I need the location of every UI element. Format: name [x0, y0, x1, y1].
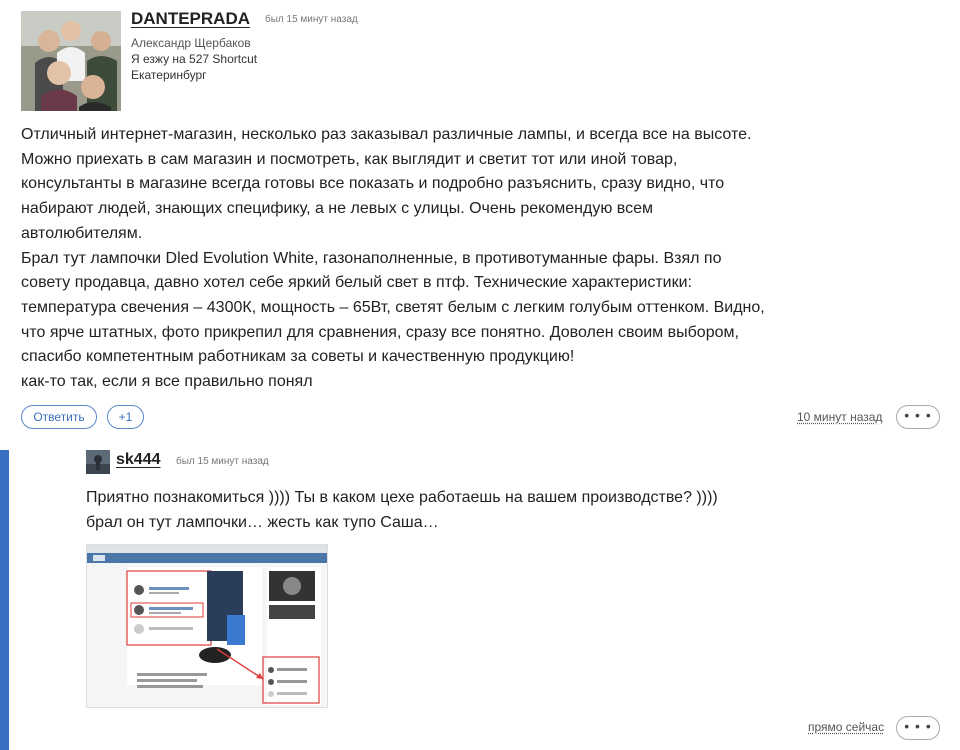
comment-line: Брал тут лампочки Dled Evolution White, газонаполненные, в противотуманные фары. Взял по — [21, 249, 722, 267]
reply-button[interactable]: Ответить — [21, 405, 97, 429]
comment-line: консультанты в магазине всегда готовы все показать и подробно разъяснить, сразу видно, что — [21, 175, 725, 193]
reply-author-status: был 15 минут назад — [176, 456, 269, 467]
reply-timestamp[interactable]: прямо сейчас — [808, 720, 885, 734]
plus-one-button[interactable]: +1 — [107, 405, 144, 429]
comment-text — [21, 123, 831, 395]
attached-screenshot[interactable] — [86, 544, 328, 708]
comment-line: Можно приехать в сам магазин и посмотреть, как выглядит и светит тот или иной товар, — [21, 150, 678, 168]
comment-line: спасибо компетентным работникам за советы и качественную продукцию! — [21, 348, 575, 366]
reply-line: брал он тут лампочки… жесть как тупо Саша… — [86, 514, 439, 531]
author-city: Екатеринбург — [131, 68, 207, 82]
comment-line: совету продавца, давно хотел себе яркий белый свет в птф. Технические характеристики: — [21, 274, 692, 292]
comment-line: автолюбителям. — [21, 224, 143, 242]
reply-indicator-bar — [0, 450, 9, 750]
comment-line: набирают людей, знающих специфику, а не левых с улицы. Очень рекомендую всем — [21, 200, 653, 218]
author-car: Я езжу на 527 Shortcut — [131, 52, 258, 66]
comment-line: как-то так, если я все правильно понял — [21, 373, 313, 391]
comment-timestamp[interactable]: 10 минут назад — [797, 410, 883, 424]
reply-avatar[interactable] — [86, 450, 110, 474]
avatar[interactable] — [21, 11, 121, 111]
reply-comment — [0, 450, 960, 750]
comment-line: Отличный интернет-магазин, несколько раз заказывал различные лампы, и всегда все на высоте. — [21, 126, 752, 143]
comment-line: что ярче штатных, фото прикрепил для сравнения, сразу все понятно. Доволен своим выбором, — [21, 323, 739, 341]
more-options-button[interactable]: • • • — [896, 405, 940, 429]
reply-text — [86, 485, 718, 535]
author-status: был 15 минут назад — [265, 14, 358, 25]
author-name[interactable]: DANTEPRADA — [131, 9, 250, 28]
reply-line: Приятно познакомиться )))) Ты в каком цехе работаешь на вашем производстве? )))) — [86, 489, 718, 506]
author-meta — [131, 35, 257, 83]
comment-line: температура свечения – 4300К, мощность – 65Вт, светят белым с легким голубым оттенком. Видно, — [21, 298, 765, 316]
reply-author-name[interactable]: sk444 — [116, 451, 161, 468]
author-real-name: Александр Щербаков — [131, 36, 251, 50]
reply-more-options-button[interactable]: • • • — [896, 716, 940, 740]
